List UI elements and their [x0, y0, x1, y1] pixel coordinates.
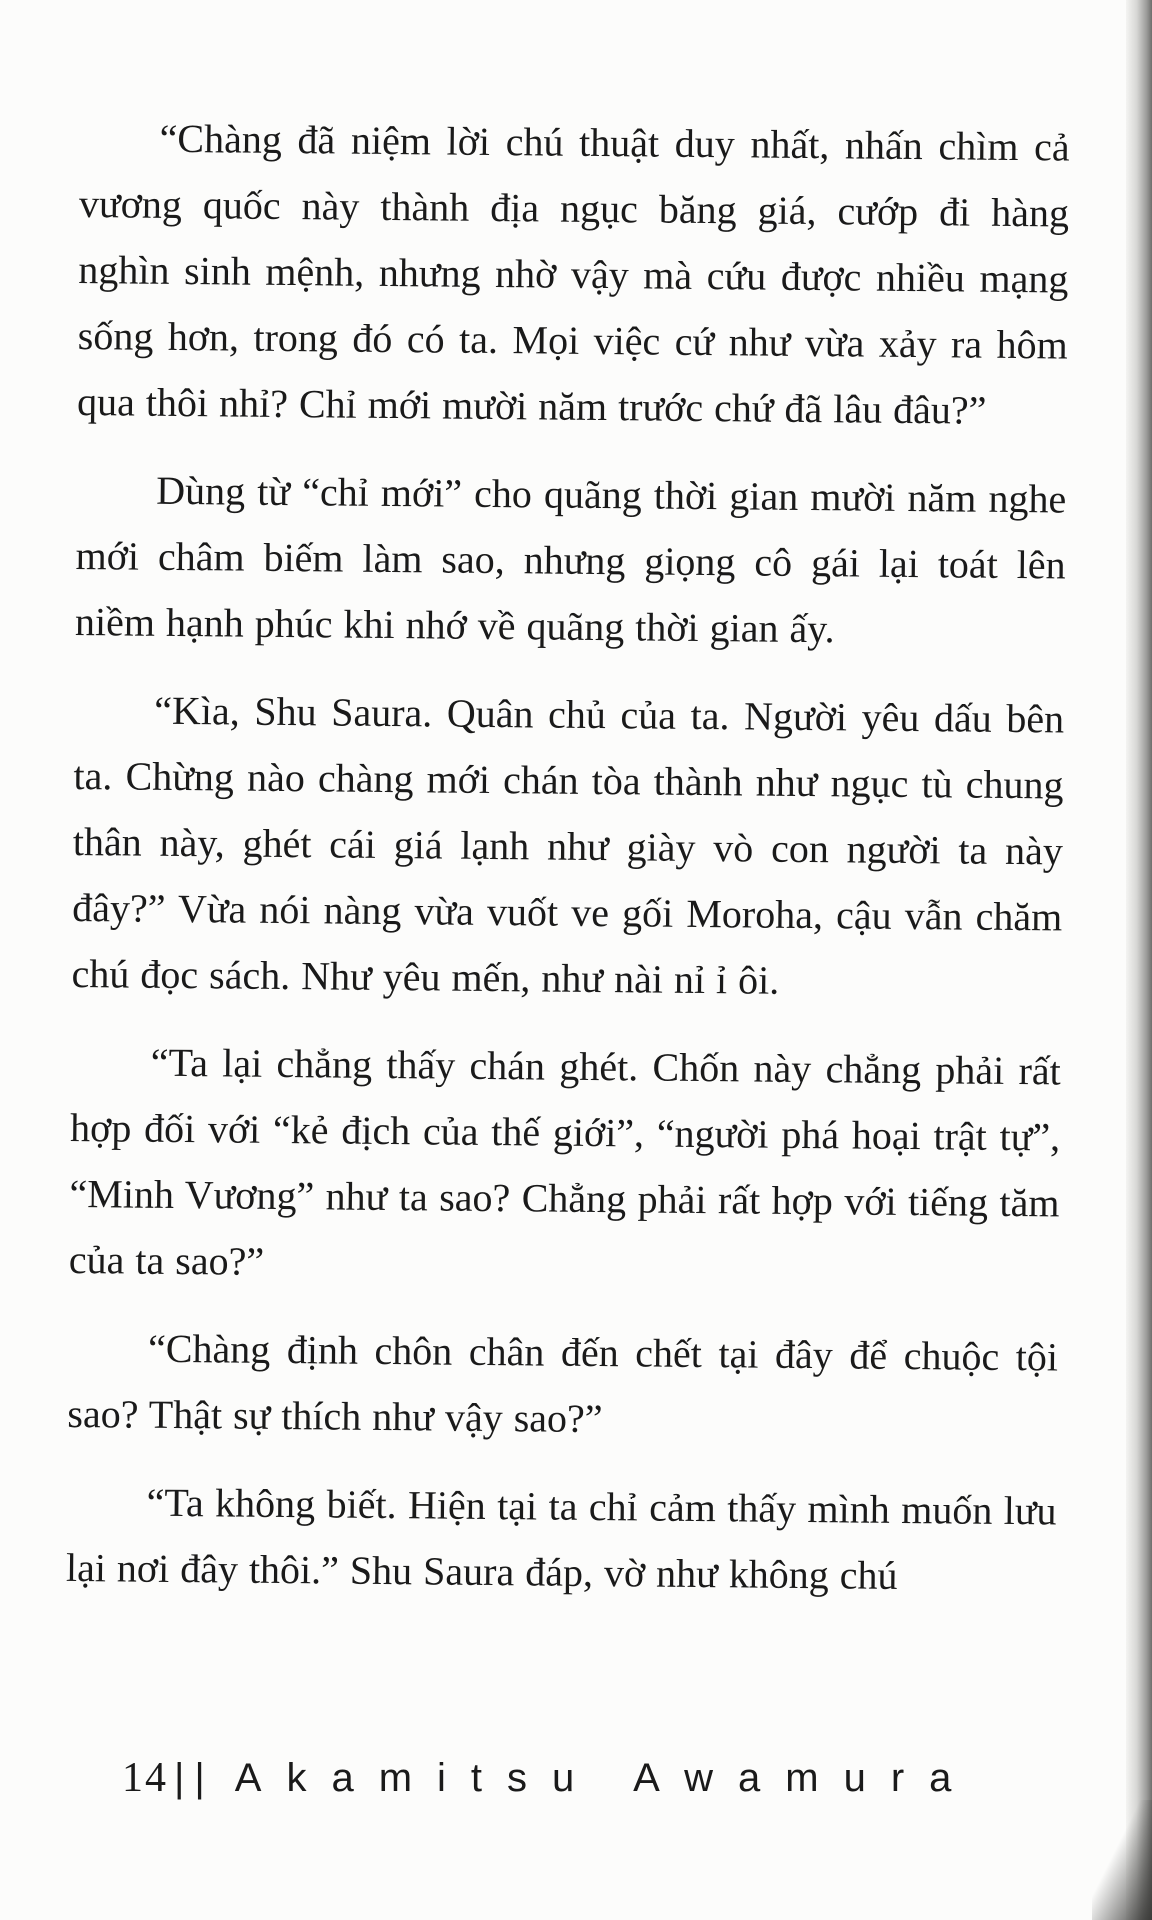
paragraph: “Ta không biết. Hiện tại ta chỉ cảm thấy mình muốn lưu lại nơi đây thôi.” Shu Saura đáp, vờ như không chú [65, 1479, 1057, 1598]
paragraph: “Ta lại chẳng thấy chán ghét. Chốn này chẳng phải rất hợp đối với “kẻ địch của thế giới”, “người phá hoại trật tự”, “Minh Vương” như ta sao? Chẳng phải rất hợp với tiếng tăm của ta sao?” [68, 1039, 1061, 1284]
author-name: Akamitsu Awamura [234, 1756, 977, 1800]
paragraph: Dùng từ “chỉ mới” cho quãng thời gian mười năm nghe mới châm biếm làm sao, nhưng giọng cô gái lại toát lên niềm hạnh phúc khi nhớ về quãng thời gian ấy. [74, 467, 1067, 652]
page-footer [122, 1748, 977, 1808]
footer-separator: || [174, 1756, 215, 1800]
body-text [65, 105, 1070, 1632]
page-number: 14 [122, 1755, 168, 1801]
page-corner-shadow [1092, 1800, 1152, 1920]
page-edge-shadow [1126, 0, 1152, 1920]
paragraph: “Chàng định chôn chân đến chết tại đây để chuộc tội sao? Thật sự thích như vậy sao?” [67, 1325, 1059, 1442]
paragraph: “Kìa, Shu Saura. Quân chủ của ta. Người yêu dấu bên ta. Chừng nào chàng mới chán tòa thành như ngục tù chung thân này, ghét cái giá lạnh như giày vò con người ta này đây?” Vừa nói nàng vừa vuốt ve gối Moroha, cậu vẫn chăm chú đọc sách. Như yêu mến, như nài nỉ ỉ ôi. [71, 687, 1065, 1003]
paragraph: “Chàng đã niệm lời chú thuật duy nhất, nhấn chìm cả vương quốc này thành địa ngục băng giá, cướp đi hàng nghìn sinh mệnh, nhưng nhờ vậy mà cứu được nhiều mạng sống hơn, trong đó có ta. Mọi việc cứ như vừa xảy ra hôm qua thôi nhỉ? Chỉ mới mười năm trước chứ đã lâu đâu?” [76, 115, 1070, 433]
